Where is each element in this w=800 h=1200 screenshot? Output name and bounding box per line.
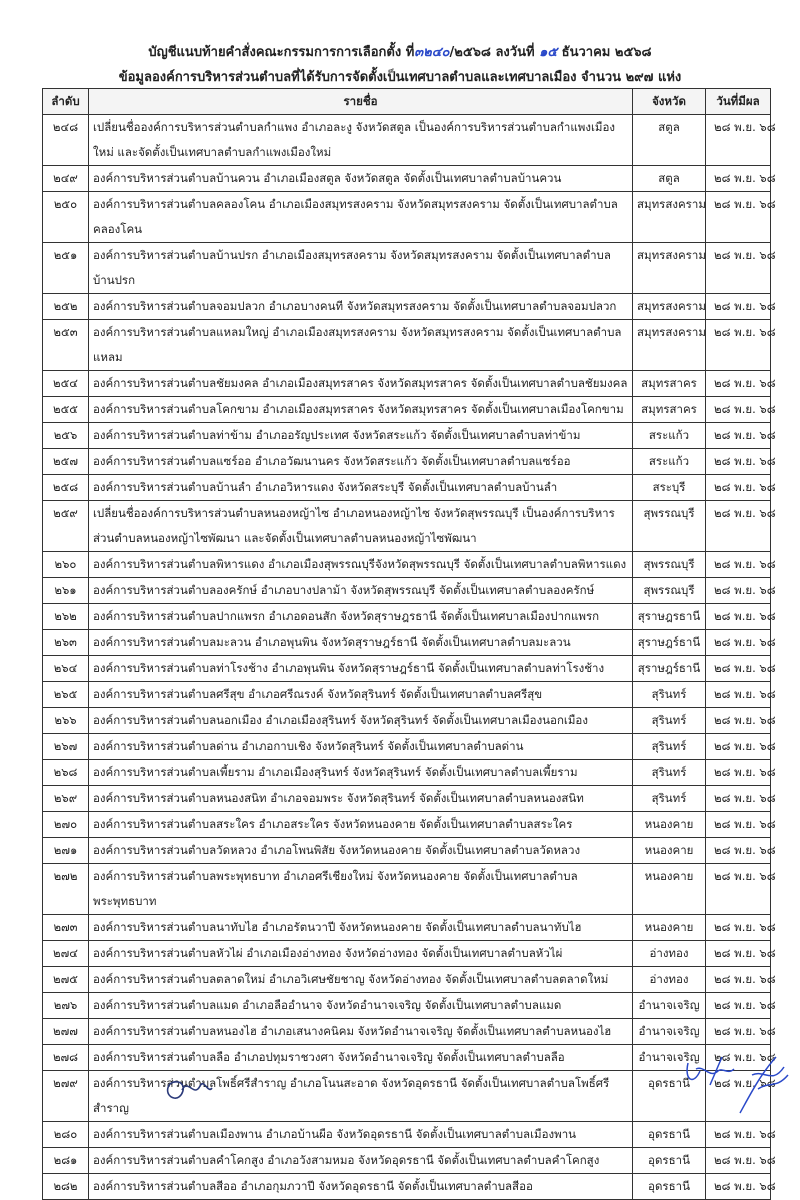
row-effective-date: ๒๘ พ.ย. ๖๘ — [706, 294, 771, 320]
row-province: อ่างทอง — [633, 967, 706, 993]
row-number: ๒๖๖ — [43, 708, 89, 734]
row-effective-date: ๒๘ พ.ย. ๖๘ — [706, 967, 771, 993]
row-effective-date: ๒๘ พ.ย. ๖๘ — [706, 812, 771, 838]
table-row — [43, 915, 771, 941]
row-name: องค์การบริหารส่วนตำบลเมืองพาน อำเภอบ้านผือ จังหวัดอุดรธานี จัดตั้งเป็นเทศบาลตำบลเมืองพาน — [89, 1122, 633, 1148]
row-number: ๒๕๓ — [43, 320, 89, 371]
table-header-row — [43, 89, 771, 115]
row-name: องค์การบริหารส่วนตำบลแมด อำเภอลืออำนาจ จังหวัดอำนาจเจริญ จัดตั้งเป็นเทศบาลตำบลแมด — [89, 993, 633, 1019]
row-effective-date: ๒๘ พ.ย. ๖๘ — [706, 578, 771, 604]
row-name: องค์การบริหารส่วนตำบลบ้านลำ อำเภอวิหารแดง จังหวัดสระบุรี จัดตั้งเป็นเทศบาลตำบลบ้านลำ — [89, 475, 633, 501]
row-number: ๒๗๕ — [43, 967, 89, 993]
table-row — [43, 604, 771, 630]
order-number: ๓๒๔๐ — [414, 45, 450, 60]
table-row — [43, 630, 771, 656]
row-effective-date: ๒๘ พ.ย. ๖๘ — [706, 760, 771, 786]
row-name: องค์การบริหารส่วนตำบลพิหารแดง อำเภอเมืองสุพรรณบุรีจังหวัดสุพรรณบุรี จัดตั้งเป็นเทศบาลตำบลพิหารแดง — [89, 552, 633, 578]
row-name: องค์การบริหารส่วนตำบลท่าโรงช้าง อำเภอพุนพิน จังหวัดสุราษฎร์ธานี จัดตั้งเป็นเทศบาลตำบลท่าโรงช้าง — [89, 656, 633, 682]
row-province: สมุทรสงคราม — [633, 192, 706, 243]
row-effective-date: ๒๘ พ.ย. ๖๘ — [706, 1071, 771, 1122]
row-number: ๒๗๗ — [43, 1019, 89, 1045]
table-row — [43, 371, 771, 397]
row-name: องค์การบริหารส่วนตำบลแหลมใหญ่ อำเภอเมืองสมุทรสงคราม จังหวัดสมุทรสงคราม จัดตั้งเป็นเทศบาลตำบลแหลม — [89, 320, 633, 371]
row-number: ๒๖๕ — [43, 682, 89, 708]
row-name: องค์การบริหารส่วนตำบลพระพุทธบาท อำเภอศรีเชียงใหม่ จังหวัดหนองคาย จัดตั้งเป็นเทศบาลตำบลพระพุทธบาท — [89, 864, 633, 915]
row-effective-date: ๒๘ พ.ย. ๖๘ — [706, 243, 771, 294]
table-row — [43, 993, 771, 1019]
row-number: ๒๖๒ — [43, 604, 89, 630]
row-province: อ่างทอง — [633, 941, 706, 967]
row-effective-date: ๒๘ พ.ย. ๖๘ — [706, 1019, 771, 1045]
row-number: ๒๗๔ — [43, 941, 89, 967]
row-effective-date: ๒๘ พ.ย. ๖๘ — [706, 397, 771, 423]
row-province: สมุทรสาคร — [633, 397, 706, 423]
row-province: อำนาจเจริญ — [633, 993, 706, 1019]
row-province: สระแก้ว — [633, 423, 706, 449]
row-name: องค์การบริหารส่วนตำบลหนองสนิท อำเภอจอมพระ จังหวัดสุรินทร์ จัดตั้งเป็นเทศบาลตำบลหนองสนิท — [89, 786, 633, 812]
table-row — [43, 1045, 771, 1071]
row-province: อำนาจเจริญ — [633, 1019, 706, 1045]
row-province: สุพรรณบุรี — [633, 552, 706, 578]
title-suffix: ธันวาคม ๒๕๖๘ — [557, 45, 652, 60]
document-title — [0, 41, 800, 62]
row-number: ๒๕๙ — [43, 501, 89, 552]
row-number: ๒๖๔ — [43, 656, 89, 682]
row-province: หนองคาย — [633, 838, 706, 864]
row-name: องค์การบริหารส่วนตำบลโพธิ์ศรีสำราญ อำเภอโนนสะอาด จังหวัดอุดรธานี จัดตั้งเป็นเทศบาลตำบลโพธิ์ศรีสำราญ — [89, 1071, 633, 1122]
row-province: อุดรธานี — [633, 1122, 706, 1148]
table-row — [43, 501, 771, 552]
table-row — [43, 682, 771, 708]
row-name: องค์การบริหารส่วนตำบลปากแพรก อำเภอดอนสัก จังหวัดสุราษฎรธานี จัดตั้งเป็นเทศบาลเมืองปากแพรก — [89, 604, 633, 630]
row-number: ๒๗๑ — [43, 838, 89, 864]
table-row — [43, 475, 771, 501]
table-row — [43, 449, 771, 475]
row-effective-date: ๒๘ พ.ย. ๖๘ — [706, 864, 771, 915]
row-name: องค์การบริหารส่วนตำบลโคกขาม อำเภอเมืองสมุทรสาคร จังหวัดสมุทรสาคร จัดตั้งเป็นเทศบาลเมืองโคกขาม — [89, 397, 633, 423]
row-province: สุรินทร์ — [633, 682, 706, 708]
row-effective-date: ๒๘ พ.ย. ๖๘ — [706, 734, 771, 760]
table-row — [43, 243, 771, 294]
row-name: องค์การบริหารส่วนตำบลท่าข้าม อำเภออรัญประเทศ จังหวัดสระแก้ว จัดตั้งเป็นเทศบาลตำบลท่าข้าม — [89, 423, 633, 449]
table-row — [43, 166, 771, 192]
table-row — [43, 734, 771, 760]
row-name: เปลี่ยนชื่อองค์การบริหารส่วนตำบลกำแพง อำเภอละงู จังหวัดสตูล เป็นองค์การบริหารส่วนตำบลกำแพงเมืองใหม่ และจัดตั้งเป็นเทศบาลตำบลกำแพงเมืองใหม่ — [89, 115, 633, 166]
row-name: องค์การบริหารส่วนตำบลบ้านควน อำเภอเมืองสตูล จังหวัดสตูล จัดตั้งเป็นเทศบาลตำบลบ้านควน — [89, 166, 633, 192]
table-row — [43, 838, 771, 864]
row-effective-date: ๒๘ พ.ย. ๖๘ — [706, 604, 771, 630]
row-effective-date: ๒๘ พ.ย. ๖๘ — [706, 708, 771, 734]
row-number: ๒๔๘ — [43, 115, 89, 166]
row-name: องค์การบริหารส่วนตำบลจอมปลวก อำเภอบางคนที จังหวัดสมุทรสงคราม จัดตั้งเป็นเทศบาลตำบลจอมปลวก — [89, 294, 633, 320]
row-effective-date: ๒๘ พ.ย. ๖๘ — [706, 423, 771, 449]
row-province: สุพรรณบุรี — [633, 578, 706, 604]
row-effective-date: ๒๘ พ.ย. ๖๘ — [706, 1045, 771, 1071]
row-number: ๒๖๐ — [43, 552, 89, 578]
row-number: ๒๖๓ — [43, 630, 89, 656]
table-row — [43, 397, 771, 423]
row-name: องค์การบริหารส่วนตำบลนาทับไฮ อำเภอรัตนวาปี จังหวัดหนองคาย จัดตั้งเป็นเทศบาลตำบลนาทับไฮ — [89, 915, 633, 941]
row-name: องค์การบริหารส่วนตำบลเพี้ยราม อำเภอเมืองสุรินทร์ จังหวัดสุรินทร์ จัดตั้งเป็นเทศบาลตำบลเพี้ยราม — [89, 760, 633, 786]
row-number: ๒๔๙ — [43, 166, 89, 192]
signature-right — [680, 1045, 790, 1120]
table-row — [43, 967, 771, 993]
row-number: ๒๖๘ — [43, 760, 89, 786]
table-row — [43, 294, 771, 320]
row-province: สตูล — [633, 166, 706, 192]
row-name: องค์การบริหารส่วนตำบลหัวไผ่ อำเภอเมืองอ่างทอง จังหวัดอ่างทอง จัดตั้งเป็นเทศบาลตำบลหัวไผ่ — [89, 941, 633, 967]
table-row — [43, 1174, 771, 1200]
order-day: ๑๕ — [539, 45, 558, 60]
row-province: สุรินทร์ — [633, 760, 706, 786]
row-name: องค์การบริหารส่วนตำบลนอกเมือง อำเภอเมืองสุรินทร์ จังหวัดสุรินทร์ จัดตั้งเป็นเทศบาลเมืองนอกเมือง — [89, 708, 633, 734]
row-name: องค์การบริหารส่วนตำบลองครักษ์ อำเภอบางปลาม้า จังหวัดสุพรรณบุรี จัดตั้งเป็นเทศบาลตำบลองครักษ์ — [89, 578, 633, 604]
table-row — [43, 320, 771, 371]
title-mid: /๒๕๖๘ ลงวันที่ — [449, 45, 540, 60]
row-name: องค์การบริหารส่วนตำบลวัดหลวง อำเภอโพนพิสัย จังหวัดหนองคาย จัดตั้งเป็นเทศบาลตำบลวัดหลวง — [89, 838, 633, 864]
row-number: ๒๕๐ — [43, 192, 89, 243]
row-province: สตูล — [633, 115, 706, 166]
column-header-province: จังหวัด — [633, 89, 706, 115]
row-effective-date: ๒๘ พ.ย. ๖๘ — [706, 656, 771, 682]
row-name: เปลี่ยนชื่อองค์การบริหารส่วนตำบลหนองหญ้าไซ อำเภอหนองหญ้าไซ จังหวัดสุพรรณบุรี เป็นองค์การบริหารส่วนตำบลหนองหญ้าไซพัฒนา และจัดตั้งเป็นเทศบาลตำบลหนองหญ้าไซพัฒนา — [89, 501, 633, 552]
row-province: สระบุรี — [633, 475, 706, 501]
row-number: ๒๕๘ — [43, 475, 89, 501]
row-effective-date: ๒๘ พ.ย. ๖๘ — [706, 915, 771, 941]
row-effective-date: ๒๘ พ.ย. ๖๘ — [706, 449, 771, 475]
row-number: ๒๘๐ — [43, 1122, 89, 1148]
row-name: องค์การบริหารส่วนตำบลแซร์ออ อำเภอวัฒนานคร จังหวัดสระแก้ว จัดตั้งเป็นเทศบาลตำบลแซร์ออ — [89, 449, 633, 475]
row-name: องค์การบริหารส่วนตำบลคำโคกสูง อำเภอวังสามหมอ จังหวัดอุดรธานี จัดตั้งเป็นเทศบาลตำบลคำโคกสูง — [89, 1148, 633, 1174]
row-number: ๒๖๙ — [43, 786, 89, 812]
table-row — [43, 552, 771, 578]
row-province: สมุทรสาคร — [633, 371, 706, 397]
signature-left — [160, 1068, 220, 1108]
row-effective-date: ๒๘ พ.ย. ๖๘ — [706, 786, 771, 812]
row-effective-date: ๒๘ พ.ย. ๖๘ — [706, 1122, 771, 1148]
row-province: สมุทรสงคราม — [633, 320, 706, 371]
row-effective-date: ๒๘ พ.ย. ๖๘ — [706, 682, 771, 708]
title-prefix: บัญชีแนบท้ายคำสั่งคณะกรรมการการเลือกตั้ง ที่ — [148, 45, 415, 60]
column-header-effective-date: วันที่มีผล — [706, 89, 771, 115]
table-row — [43, 1071, 771, 1122]
row-province: อุดรธานี — [633, 1071, 706, 1122]
row-name: องค์การบริหารส่วนตำบลสีออ อำเภอกุมภวาปี จังหวัดอุดรธานี จัดตั้งเป็นเทศบาลตำบลสีออ — [89, 1174, 633, 1200]
row-province: สมุทรสงคราม — [633, 243, 706, 294]
row-number: ๒๗๓ — [43, 915, 89, 941]
row-province: สุรินทร์ — [633, 708, 706, 734]
row-province: สุราษฎร์ธานี — [633, 656, 706, 682]
row-effective-date: ๒๘ พ.ย. ๖๘ — [706, 115, 771, 166]
row-number: ๒๘๒ — [43, 1174, 89, 1200]
row-number: ๒๗๒ — [43, 864, 89, 915]
row-name: องค์การบริหารส่วนตำบลบ้านปรก อำเภอเมืองสมุทรสงคราม จังหวัดสมุทรสงคราม จัดตั้งเป็นเทศบาลตำบลบ้านปรก — [89, 243, 633, 294]
municipality-table — [42, 88, 776, 1200]
row-number: ๒๕๑ — [43, 243, 89, 294]
table-row — [43, 812, 771, 838]
row-name: องค์การบริหารส่วนตำบลหนองไฮ อำเภอเสนางคนิคม จังหวัดอำนาจเจริญ จัดตั้งเป็นเทศบาลตำบลหนองไฮ — [89, 1019, 633, 1045]
row-province: อุดรธานี — [633, 1148, 706, 1174]
row-number: ๒๖๑ — [43, 578, 89, 604]
row-province: หนองคาย — [633, 812, 706, 838]
table-row — [43, 423, 771, 449]
row-province: สุพรรณบุรี — [633, 501, 706, 552]
document-subtitle: ข้อมูลองค์การบริหารส่วนตำบลที่ได้รับการจัดตั้งเป็นเทศบาลตำบลและเทศบาลเมือง จำนวน ๒๙๗ แห่ง — [118, 70, 682, 85]
row-effective-date: ๒๘ พ.ย. ๖๘ — [706, 166, 771, 192]
row-number: ๒๕๕ — [43, 397, 89, 423]
row-number: ๒๕๔ — [43, 371, 89, 397]
row-effective-date: ๒๘ พ.ย. ๖๘ — [706, 371, 771, 397]
row-effective-date: ๒๘ พ.ย. ๖๘ — [706, 192, 771, 243]
row-province: สุราษฎรธานี — [633, 604, 706, 630]
table-row — [43, 115, 771, 166]
table-row — [43, 656, 771, 682]
table-row — [43, 786, 771, 812]
row-province: สมุทรสงคราม — [633, 294, 706, 320]
row-name: องค์การบริหารส่วนตำบลลือ อำเภอปทุมราชวงศา จังหวัดอำนาจเจริญ จัดตั้งเป็นเทศบาลตำบลลือ — [89, 1045, 633, 1071]
table-row — [43, 708, 771, 734]
table-row — [43, 1148, 771, 1174]
table-row — [43, 760, 771, 786]
column-header-name: รายชื่อ — [89, 89, 633, 115]
table-row — [43, 578, 771, 604]
row-province: สุราษฎร์ธานี — [633, 630, 706, 656]
table-row — [43, 941, 771, 967]
row-number: ๒๗๙ — [43, 1071, 89, 1122]
row-province: อุดรธานี — [633, 1174, 706, 1200]
row-effective-date: ๒๘ พ.ย. ๖๘ — [706, 838, 771, 864]
row-effective-date: ๒๘ พ.ย. ๖๘ — [706, 630, 771, 656]
row-name: องค์การบริหารส่วนตำบลตลาดใหม่ อำเภอวิเศษชัยชาญ จังหวัดอ่างทอง จัดตั้งเป็นเทศบาลตำบลตลาดใหม่ — [89, 967, 633, 993]
row-effective-date: ๒๘ พ.ย. ๖๘ — [706, 501, 771, 552]
row-name: องค์การบริหารส่วนตำบลคลองโคน อำเภอเมืองสมุทรสงคราม จังหวัดสมุทรสงคราม จัดตั้งเป็นเทศบาลตำบลคลองโคน — [89, 192, 633, 243]
row-number: ๒๕๖ — [43, 423, 89, 449]
row-effective-date: ๒๘ พ.ย. ๖๘ — [706, 475, 771, 501]
row-name: องค์การบริหารส่วนตำบลสระใคร อำเภอสระใคร จังหวัดหนองคาย จัดตั้งเป็นเทศบาลตำบลสระใคร — [89, 812, 633, 838]
table-row — [43, 192, 771, 243]
row-number: ๒๗๘ — [43, 1045, 89, 1071]
row-name: องค์การบริหารส่วนตำบลชัยมงคล อำเภอเมืองสมุทรสาคร จังหวัดสมุทรสาคร จัดตั้งเป็นเทศบาลตำบลชัยมงคล — [89, 371, 633, 397]
row-name: องค์การบริหารส่วนตำบลด่าน อำเภอกาบเชิง จังหวัดสุรินทร์ จัดตั้งเป็นเทศบาลตำบลด่าน — [89, 734, 633, 760]
table-row — [43, 864, 771, 915]
table-row — [43, 1019, 771, 1045]
row-effective-date: ๒๘ พ.ย. ๖๘ — [706, 941, 771, 967]
row-province: หนองคาย — [633, 864, 706, 915]
row-effective-date: ๒๘ พ.ย. ๖๘ — [706, 320, 771, 371]
row-effective-date: ๒๘ พ.ย. ๖๘ — [706, 1148, 771, 1174]
row-effective-date: ๒๘ พ.ย. ๖๘ — [706, 993, 771, 1019]
row-effective-date: ๒๘ พ.ย. ๖๘ — [706, 552, 771, 578]
row-number: ๒๗๖ — [43, 993, 89, 1019]
row-effective-date: ๒๘ พ.ย. ๖๘ — [706, 1174, 771, 1200]
row-number: ๒๕๗ — [43, 449, 89, 475]
row-number: ๒๕๒ — [43, 294, 89, 320]
row-province: สุรินทร์ — [633, 786, 706, 812]
row-province: สุรินทร์ — [633, 734, 706, 760]
row-province: สระแก้ว — [633, 449, 706, 475]
column-header-number: ลำดับ — [43, 89, 89, 115]
row-number: ๒๗๐ — [43, 812, 89, 838]
row-number: ๒๘๑ — [43, 1148, 89, 1174]
row-number: ๒๖๗ — [43, 734, 89, 760]
row-province: อำนาจเจริญ — [633, 1045, 706, 1071]
row-name: องค์การบริหารส่วนตำบลศรีสุข อำเภอศรีณรงค์ จังหวัดสุรินทร์ จัดตั้งเป็นเทศบาลตำบลศรีสุข — [89, 682, 633, 708]
row-province: หนองคาย — [633, 915, 706, 941]
row-name: องค์การบริหารส่วนตำบลมะลวน อำเภอพุนพิน จังหวัดสุราษฎร์ธานี จัดตั้งเป็นเทศบาลตำบลมะลวน — [89, 630, 633, 656]
